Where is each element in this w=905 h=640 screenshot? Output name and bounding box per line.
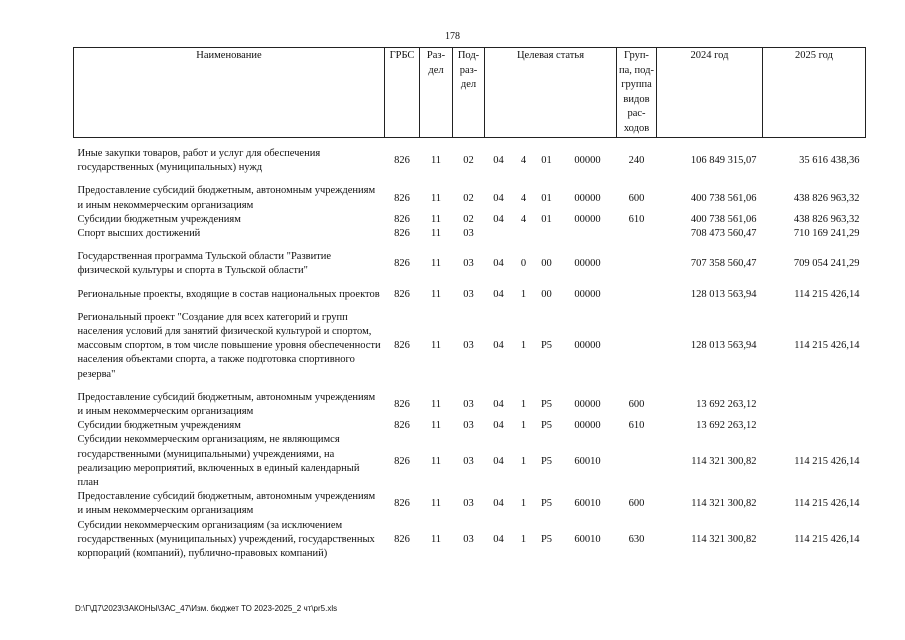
table-row: [74, 147, 866, 175]
header-target: Целевая статья: [485, 48, 617, 138]
cell-y2025: 114 215 426,14: [794, 340, 860, 352]
cell-grbs: 826: [394, 398, 410, 410]
cell-y2024: 400 738 561,06: [690, 192, 757, 204]
cell-c1: 04: [493, 340, 504, 352]
cell-rz: 11: [430, 340, 442, 352]
cell-y2025: 35 616 438,36: [799, 155, 860, 167]
cell-c3: Р5: [540, 498, 553, 510]
cell-y2024: 400 738 561,06: [690, 213, 757, 225]
cell-y2024: 114 321 300,82: [691, 498, 757, 510]
table-row: [74, 519, 866, 562]
header-row: [74, 48, 866, 138]
cell-c4: 00000: [574, 398, 601, 410]
cell-prz: 02: [463, 155, 474, 167]
cell-grbs: 826: [394, 192, 410, 204]
cell-name: Субсидии бюджетным учреждениям: [77, 420, 241, 432]
cell-c4: 00000: [574, 258, 601, 270]
cell-c1: [485, 227, 513, 241]
page-number: 178: [445, 31, 460, 42]
cell-y2025: 709 054 241,29: [793, 258, 860, 270]
header-grbs: ГРБС: [385, 48, 420, 138]
cell-y2024: 106 849 315,07: [690, 155, 757, 167]
table-row: [74, 490, 866, 518]
cell-rz: 11: [430, 155, 442, 167]
cell-c4: [559, 227, 617, 241]
cell-c3: 00: [541, 288, 552, 300]
cell-c4: 00000: [574, 213, 601, 225]
cell-vr: 610: [628, 420, 645, 432]
cell-c2: 1: [520, 288, 527, 300]
cell-prz: 02: [463, 192, 474, 204]
cell-vr: 600: [628, 398, 645, 410]
cell-grbs: 826: [394, 340, 410, 352]
cell-c1: 04: [493, 498, 504, 510]
cell-grbs: 826: [394, 455, 410, 467]
cell-c3: 01: [541, 192, 552, 204]
cell-prz: 03: [463, 398, 474, 410]
cell-c2: 1: [520, 455, 527, 467]
cell-prz: 03: [463, 455, 474, 467]
cell-c2: 1: [520, 420, 527, 432]
cell-y2024: 13 692 263,12: [696, 398, 757, 410]
cell-rz: 11: [430, 228, 442, 240]
cell-vr: 630: [628, 533, 645, 545]
row-spacer: [74, 138, 866, 148]
cell-c4: 00000: [574, 155, 601, 167]
cell-rz: 11: [430, 258, 442, 270]
cell-rz: 11: [430, 398, 442, 410]
budget-table: [73, 47, 866, 561]
cell-rz: 11: [430, 455, 442, 467]
cell-y2025: 114 215 426,14: [794, 533, 860, 545]
cell-y2024: 114 321 300,82: [691, 533, 757, 545]
cell-prz: 03: [463, 340, 474, 352]
cell-name: Предоставление субсидий бюджетным, автономным учреждениям и иным некоммерческим организациям: [77, 185, 376, 211]
row-spacer: [74, 302, 866, 311]
cell-c4: 60010: [574, 455, 601, 467]
cell-prz: 02: [463, 213, 474, 225]
header-podrazdel: Под- раз- дел: [453, 48, 485, 138]
cell-c4: 00000: [574, 420, 601, 432]
cell-y2024: 128 013 563,94: [690, 288, 757, 300]
cell-c3: Р5: [540, 455, 553, 467]
cell-c2: 1: [520, 498, 527, 510]
cell-prz: 03: [463, 498, 474, 510]
cell-c3: Р5: [540, 398, 553, 410]
table-row: [74, 311, 866, 382]
cell-y2024: 128 013 563,94: [690, 340, 757, 352]
header-name: Наименование: [74, 48, 385, 138]
cell-c4: 00000: [574, 340, 601, 352]
cell-c1: 04: [493, 420, 504, 432]
cell-c4: 00000: [574, 192, 601, 204]
table-row: [74, 213, 866, 227]
cell-name: Спорт высших достижений: [77, 228, 201, 240]
cell-c3: 01: [541, 213, 552, 225]
cell-prz: 03: [463, 258, 474, 270]
row-spacer: [74, 382, 866, 391]
cell-vr: 240: [628, 155, 645, 167]
cell-name: Субсидии некоммерческим организациям, не являющимся государственными (муниципальными) учреждениями, на реализацию мероприятий, включенных в единый календарный план: [77, 434, 360, 489]
cell-vr: [617, 227, 657, 241]
cell-y2024: 707 358 560,47: [690, 258, 757, 270]
cell-rz: 11: [430, 498, 442, 510]
cell-c1: 04: [493, 213, 504, 225]
cell-c1: 04: [493, 258, 504, 270]
cell-c2: 4: [520, 213, 527, 225]
cell-rz: 11: [430, 533, 442, 545]
cell-grbs: 826: [394, 258, 410, 270]
cell-c1: 04: [493, 455, 504, 467]
cell-rz: 11: [430, 288, 442, 300]
cell-c4: 60010: [574, 533, 601, 545]
cell-c1: 04: [493, 288, 504, 300]
cell-c2: [513, 227, 535, 241]
cell-y2025: 438 826 963,32: [793, 192, 860, 204]
cell-rz: 11: [430, 192, 442, 204]
cell-name: Предоставление субсидий бюджетным, автономным учреждениям и иным некоммерческим организациям: [77, 491, 376, 517]
cell-rz: 11: [430, 213, 442, 225]
cell-c2: 1: [520, 398, 527, 410]
cell-y2024: 708 473 560,47: [690, 228, 757, 240]
cell-name: Государственная программа Тульской области "Развитие физической культуры и спорта в Тульской области": [77, 251, 332, 277]
cell-rz: 11: [430, 420, 442, 432]
cell-prz: 03: [463, 533, 474, 545]
cell-grbs: 826: [394, 155, 410, 167]
cell-grbs: 826: [394, 228, 410, 240]
cell-vr: [617, 250, 657, 278]
table-row: [74, 391, 866, 419]
cell-y2024: 13 692 263,12: [696, 420, 757, 432]
cell-y2025: [763, 391, 866, 419]
cell-y2025: 710 169 241,29: [793, 228, 860, 240]
cell-name: Региональный проект "Создание для всех категорий и групп населения условий для занятий физической культурой и спортом, массовым спортом, в том числе повышение уровня обеспеченности населения объектами спорта, а также подготовка спортивного резерва": [77, 311, 381, 380]
cell-prz: 03: [463, 420, 474, 432]
cell-name: Иные закупки товаров, работ и услуг для обеспечения государственных (муниципальных) нужд: [77, 148, 321, 174]
table-row: [74, 288, 866, 302]
cell-c2: 1: [520, 340, 527, 352]
cell-c1: 04: [493, 192, 504, 204]
table-row: [74, 433, 866, 490]
cell-grbs: 826: [394, 213, 410, 225]
cell-c3: Р5: [540, 420, 553, 432]
cell-c3: 00: [541, 258, 552, 270]
cell-c2: 0: [520, 258, 527, 270]
row-spacer: [74, 241, 866, 250]
cell-prz: 03: [463, 228, 474, 240]
cell-vr: 610: [628, 213, 645, 225]
cell-c1: 04: [493, 398, 504, 410]
cell-vr: 600: [628, 192, 645, 204]
cell-c4: 60010: [574, 498, 601, 510]
cell-c2: 4: [520, 192, 527, 204]
cell-vr: [617, 288, 657, 302]
cell-name: Субсидии некоммерческим организациям (за исключением государственных (муниципальных) учреждений, государственных корпораций (компаний), публично-правовых компаний): [77, 519, 375, 560]
cell-y2025: 438 826 963,32: [793, 213, 860, 225]
table-row: [74, 184, 866, 212]
header-razdel: Раз- дел: [420, 48, 453, 138]
table-row: [74, 419, 866, 433]
cell-grbs: 826: [394, 498, 410, 510]
cell-c2: 1: [520, 533, 527, 545]
cell-y2025: [763, 419, 866, 433]
header-2025: 2025 год: [763, 48, 866, 138]
table-row: [74, 227, 866, 241]
cell-c1: 04: [493, 155, 504, 167]
cell-c1: 04: [493, 533, 504, 545]
cell-c2: 4: [520, 155, 527, 167]
cell-grbs: 826: [394, 288, 410, 300]
footer-file-path: D:\Г\Д7\2023\ЗАКОНЫ\ЗАС_47\Изм. бюджет ТО 2023-2025_2 чт\pr5.xls: [75, 604, 338, 613]
cell-name: Региональные проекты, входящие в состав национальных проектов: [77, 288, 380, 300]
row-spacer: [74, 175, 866, 184]
cell-c3: Р5: [540, 340, 553, 352]
cell-vr: 600: [628, 498, 645, 510]
cell-c3: [535, 227, 559, 241]
cell-y2024: 114 321 300,82: [691, 455, 757, 467]
cell-y2025: 114 215 426,14: [794, 455, 860, 467]
cell-c3: Р5: [540, 533, 553, 545]
header-group: Груп- па, под- группа видов рас- ходов: [617, 48, 657, 138]
cell-y2025: 114 215 426,14: [794, 288, 860, 300]
cell-vr: [617, 433, 657, 490]
cell-name: Предоставление субсидий бюджетным, автономным учреждениям и иным некоммерческим организациям: [77, 391, 376, 418]
cell-y2025: 114 215 426,14: [794, 498, 860, 510]
cell-prz: 03: [463, 288, 474, 300]
cell-grbs: 826: [394, 420, 410, 432]
cell-c3: 01: [541, 155, 552, 167]
table-row: [74, 250, 866, 278]
cell-grbs: 826: [394, 533, 410, 545]
cell-name: Субсидии бюджетным учреждениям: [77, 213, 241, 225]
cell-c4: 00000: [574, 288, 601, 300]
header-2024: 2024 год: [657, 48, 763, 138]
cell-vr: [617, 311, 657, 382]
row-spacer: [74, 279, 866, 288]
table-body: [74, 138, 866, 562]
